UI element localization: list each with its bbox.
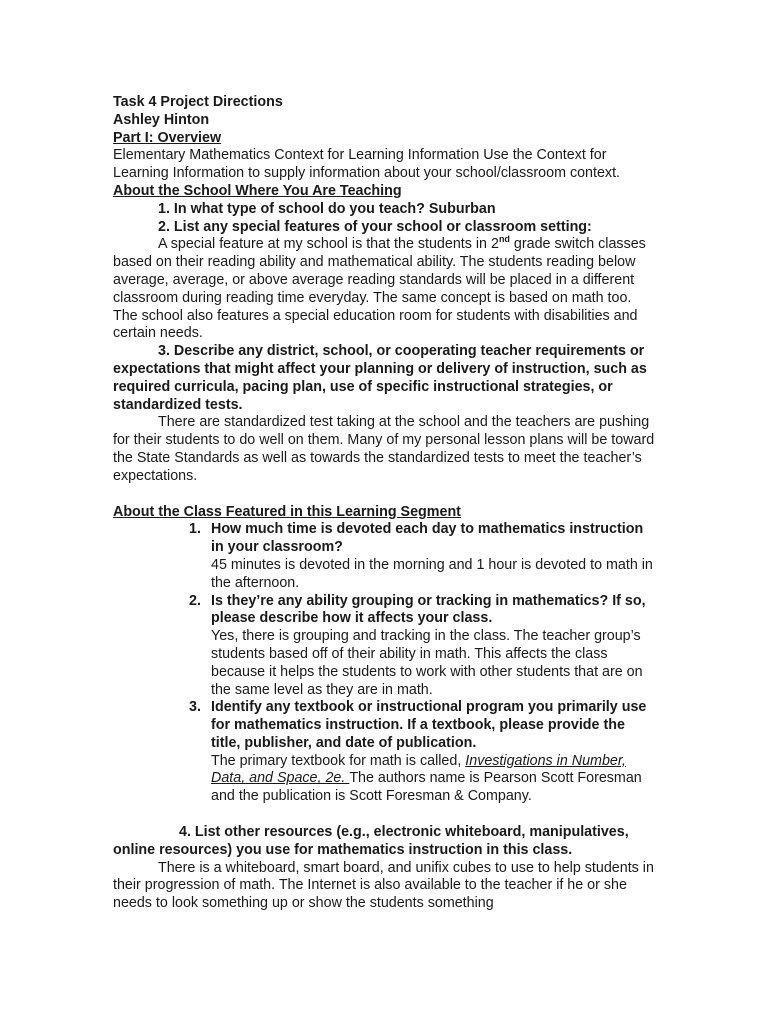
school-question-1: 1. In what type of school do you teach? Suburban bbox=[158, 200, 496, 217]
item-number: 1. bbox=[189, 521, 201, 538]
item-number: 2. bbox=[189, 592, 201, 609]
class-answer-4: There is a whiteboard, smart board, and unifix cubes to use to help students in their progression of math. The Internet is also available to the teacher if he or she needs to look something up or show the students something bbox=[113, 859, 654, 912]
spacer bbox=[113, 486, 658, 504]
item-answer: Yes, there is grouping and tracking in the class. The teacher group’s students based off of their ability in math. This affects the class because it helps the students to work with other students that are on the same level as they are in math. bbox=[211, 628, 643, 698]
school-question-3: 3. Describe any district, school, or cooperating teacher requirements or expectations that might affect your planning or delivery of instruction, such as required curricula, pacing plan, use of specific instructional strategies, or standardized tests. bbox=[113, 343, 647, 413]
item-question: Identify any textbook or instructional program you primarily use for mathematics instruction. If a textbook, please provide the title, publisher, and date of publication. bbox=[211, 699, 647, 751]
school-answer-3: There are standardized test taking at the school and the teachers are pushing for their students to do well on them. Many of my personal lesson plans will be toward the State Standards as well as towards the standardized tests to meet the teacher’s expectations. bbox=[113, 414, 655, 484]
author-name: Ashley Hinton bbox=[113, 111, 210, 128]
intro-paragraph: Elementary Mathematics Context for Learning Information Use the Context for Learning Information to supply information about your school/classroom context. bbox=[113, 147, 621, 182]
item-answer: The primary textbook for math is called, Investigations in Number, Data, and Space, 2e. The authors name is Pearson Scott Foresman and the publication is Scott Foresman & Company. bbox=[211, 752, 642, 805]
item-question: Is they’re any ability grouping or tracking in mathematics? If so, please describe how it affects your class. bbox=[211, 592, 646, 627]
school-answer-2: A special feature at my school is that the students in 2nd grade switch classes based on their reading ability and mathematical ability. The students reading below average, average, or above average reading standards will be placed in a different classroom during reading time everyday. The same concept is based on math too. The school also features a special education room for students with disabilities and certain needs. bbox=[113, 234, 646, 342]
class-section-heading: About the Class Featured in this Learning Segment bbox=[113, 503, 461, 520]
textbook-title: Investigations in Number, Data, and Space, 2e. bbox=[211, 752, 626, 787]
school-question-2: 2. List any special features of your school or classroom setting: bbox=[158, 218, 592, 235]
list-item bbox=[113, 521, 658, 592]
class-question-4: 4. List other resources (e.g., electronic whiteboard, manipulatives, online resources) you use for mathematics instruction in this class. bbox=[113, 824, 629, 858]
spacer bbox=[113, 806, 658, 824]
document-title: Task 4 Project Directions bbox=[113, 94, 283, 110]
document-body bbox=[113, 94, 658, 913]
school-section-heading: About the School Where You Are Teaching bbox=[113, 182, 402, 199]
part-heading: Part I: Overview bbox=[113, 129, 222, 146]
list-item bbox=[113, 699, 658, 806]
item-question: How much time is devoted each day to mathematics instruction in your classroom? bbox=[211, 521, 644, 556]
item-answer: 45 minutes is devoted in the morning and 1 hour is devoted to math in the afternoon. bbox=[211, 556, 653, 591]
list-item bbox=[113, 593, 658, 700]
item-number: 3. bbox=[189, 699, 201, 716]
